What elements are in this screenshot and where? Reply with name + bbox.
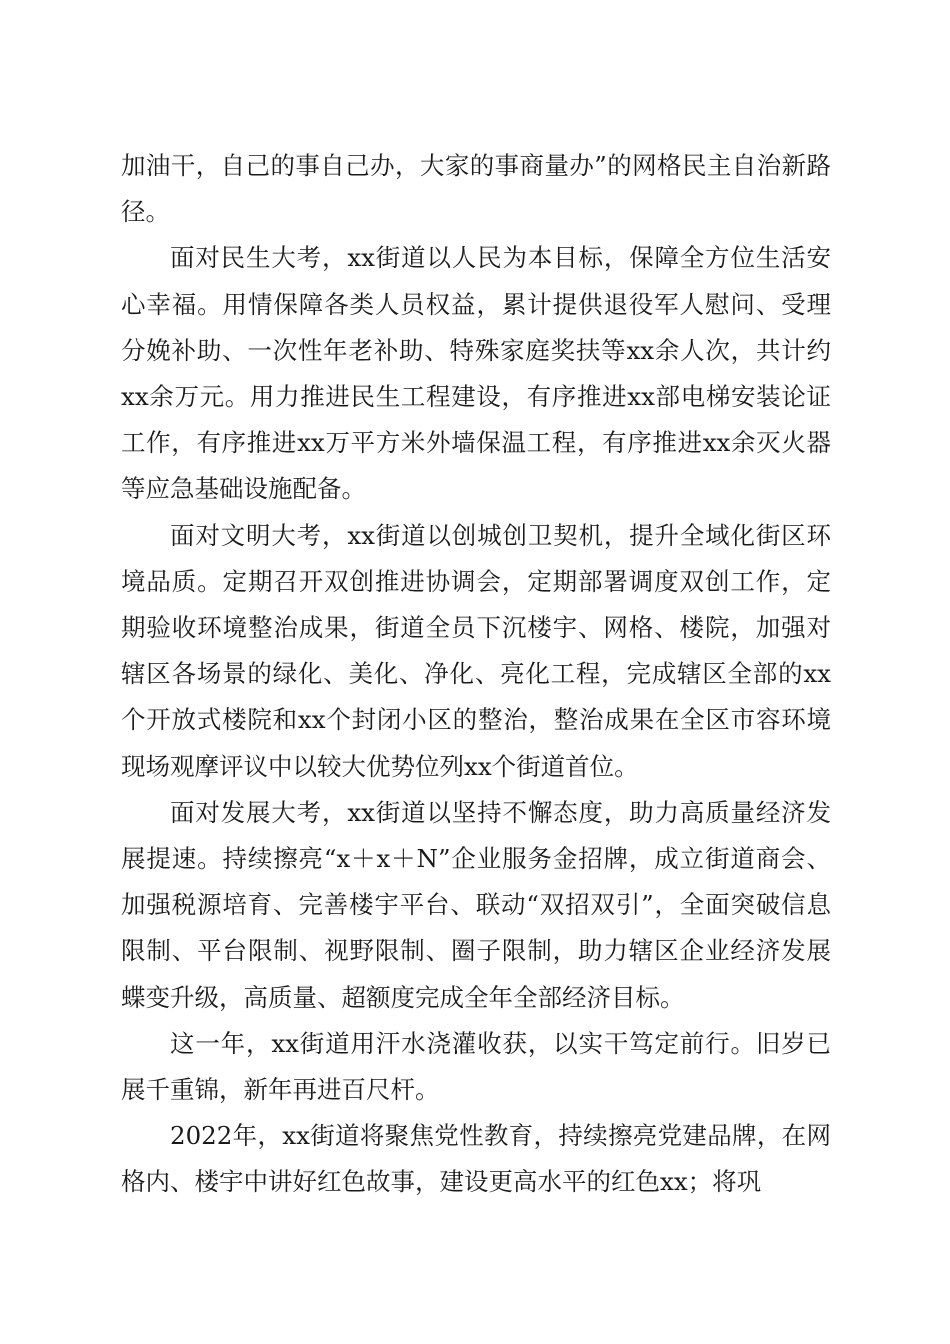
body-text [121, 143, 831, 1206]
paragraph-development: 面对发展大考，xx街道以坚持不懈态度，助力高质量经济发展提速。持续擦亮“x＋x＋N”企业服务金招牌，成立街道商会、加强税源培育、完善楼宇平台、联动“双招双引”，全面突破信息限制、平台限制、视野限制、圈子限制，助力辖区企业经济发展蝶变升级，高质量、超额度完成全年全部经济目标。 [121, 797, 831, 1012]
paragraph-2022-plan: 2022年，xx街道将聚焦党性教育，持续擦亮党建品牌，在网格内、楼宇中讲好红色故事，建设更高水平的红色xx；将巩 [121, 1121, 831, 1197]
paragraph-grid-governance-continued: 加油干，自己的事自己办，大家的事商量办”的网格民主自治新路径。 [121, 151, 831, 227]
paragraph-livelihood: 面对民生大考，xx街道以人民为本目标，保障全方位生活安心幸福。用情保障各类人员权益，累计提供退役军人慰问、受理分娩补助、一次性年老补助、特殊家庭奖扶等xx余人次，共计约xx余万元。用力推进民生工程建设，有序推进xx部电梯安装论证工作，有序推进xx万平方米外墙保温工程，有序推进xx余灭火器等应急基础设施配备。 [121, 243, 831, 504]
paragraph-civilization: 面对文明大考，xx街道以创城创卫契机，提升全域化街区环境品质。定期召开双创推进协调会，定期部署调度双创工作，定期验收环境整治成果，街道全员下沉楼宇、网格、楼院，加强对辖区各场景的绿化、美化、净化、亮化工程，完成辖区全部的xx个开放式楼院和xx个封闭小区的整治，整治成果在全区市容环境现场观摩评议中以较大优势位列xx个街道首位。 [121, 520, 831, 781]
paragraph-year-summary: 这一年，xx街道用汗水浇灌收获，以实干笃定前行。旧岁已展千重锦，新年再进百尺杆。 [121, 1028, 831, 1105]
